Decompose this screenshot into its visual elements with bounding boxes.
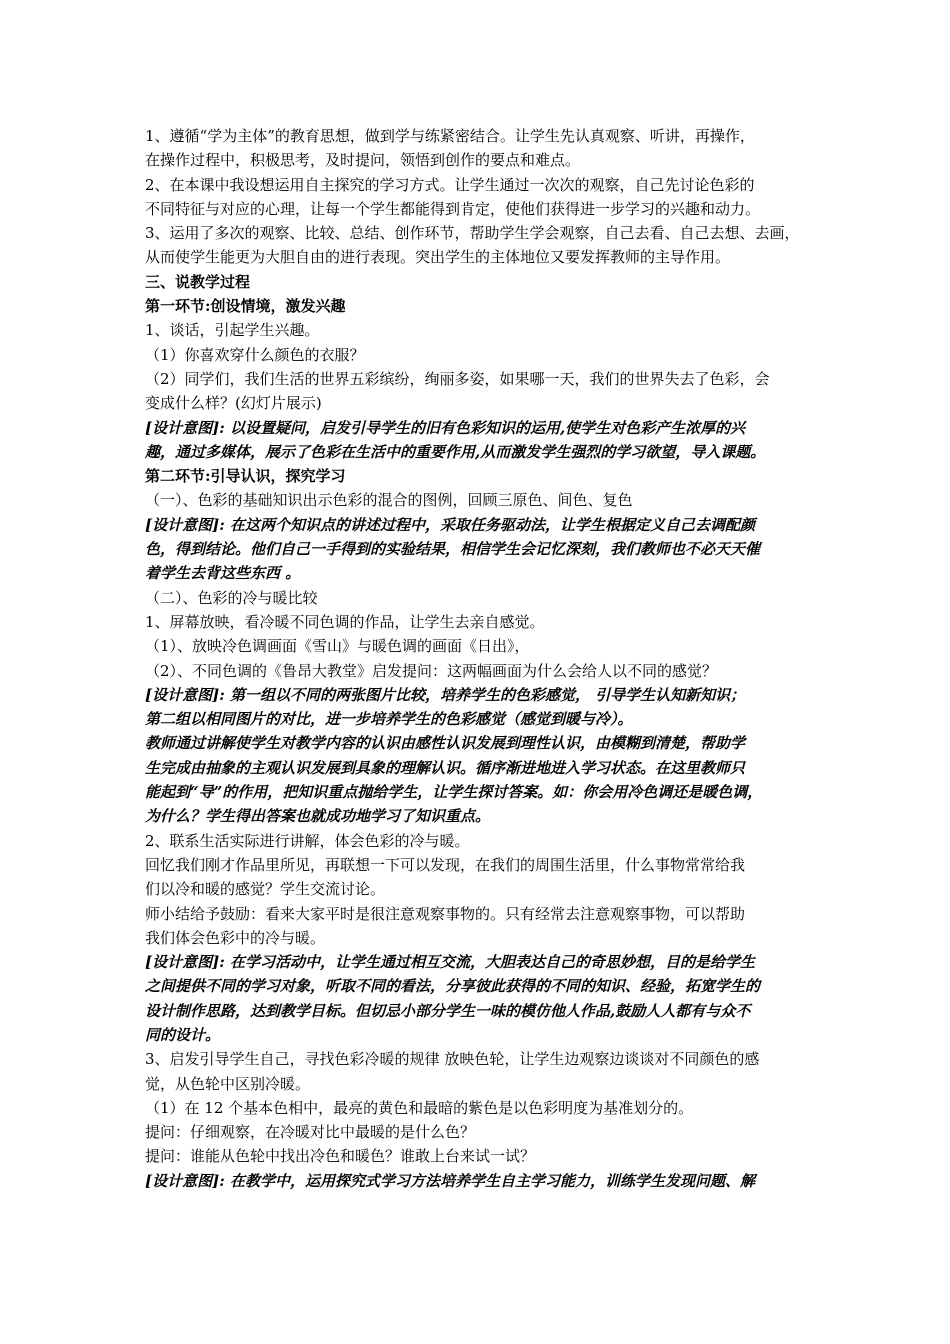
line-text: : 在学习活动中，让学生通过相互交流，大胆表达自己的奇思妙想，目的是给学生: [219, 953, 755, 972]
line-text: 觉，从色轮中区别冷暖。: [145, 1074, 311, 1093]
text-line: [145, 294, 825, 318]
text-line: [145, 1072, 825, 1096]
line-text: 在操作过程中，积极思考，及时提问，领悟到创作的要点和难点。: [145, 151, 581, 170]
line-text: （1）你喜欢穿什么颜色的衣服？: [145, 345, 365, 364]
text-line: [145, 610, 825, 634]
line-text: 2、联系生活实际进行讲解，体会色彩的冷与暖。: [145, 831, 470, 850]
line-text: 能起到“导”的作用，把知识重点抛给学生，让学生探讨答案。如：你会用冷色调还是暖色调，: [145, 783, 763, 802]
line-text: 三、说教学过程: [145, 272, 251, 291]
text-line: [145, 318, 825, 342]
line-text: 们以冷和暖的感觉？学生交流讨论。: [145, 880, 386, 899]
text-line: [145, 1169, 825, 1193]
text-line: [145, 804, 825, 828]
line-text: 3、启发引导学生自己，寻找色彩冷暖的规律 放映色轮，让学生边观察边谈谈对不同颜色的感: [145, 1050, 760, 1069]
text-line: [145, 1023, 825, 1047]
line-text: 第一组以不同的两张图片比较，培养学生的色彩感觉， 引导学生认知新知识；: [224, 685, 746, 704]
text-line: [145, 416, 825, 440]
text-line: [145, 756, 825, 780]
text-line: [145, 440, 825, 464]
text-line: [145, 148, 825, 172]
line-text: （2）、不同色调的《鲁昂大教堂》启发提问：这两幅画面为什么会给人以不同的感觉？: [145, 661, 718, 680]
line-text: 回忆我们刚才作品里所见，再联想一下可以发现，在我们的周围生活里，什么事物常常给我: [145, 855, 746, 874]
text-line: [145, 343, 825, 367]
text-line: [145, 926, 825, 950]
design-intent-label: [设计意图]: [145, 1171, 220, 1190]
line-text: 变成什么样？(幻灯片展示): [145, 394, 322, 413]
document-page: [145, 124, 825, 1193]
design-intent-label: [设计意图]: [145, 515, 220, 534]
text-line: [145, 1120, 825, 1144]
text-line: [145, 974, 825, 998]
text-line: [145, 270, 825, 294]
line-text: 设计制作思路，达到教学目标。但切忌小部分学生一味的模仿他人作品,鼓励人人都有与众不: [145, 1001, 751, 1020]
line-text: 从而使学生能更为大胆自由的进行表现。突出学生的主体地位又要发挥教师的主导作用。: [145, 248, 731, 267]
text-line: [145, 634, 825, 658]
line-text: 提问：仔细观察，在冷暖对比中最暖的是什么色？: [145, 1123, 476, 1142]
text-line: [145, 1096, 825, 1120]
text-line: [145, 1047, 825, 1071]
text-line: [145, 683, 825, 707]
line-text: 第二环节:引导认识，探究学习: [145, 467, 346, 486]
line-text: （1）、放映冷色调画面《雪山》与暖色调的画面《日出》，: [145, 637, 530, 656]
line-text: 第一环节:创设情境，激发兴趣: [145, 297, 346, 316]
text-line: [145, 1144, 825, 1168]
line-text: 第二组以相同图片的对比，进一步培养学生的色彩感觉（感觉到暖与冷）。: [145, 710, 633, 729]
text-line: [145, 561, 825, 585]
line-text: 不同特征与对应的心理，让每一个学生都能得到肯定，使他们获得进一步学习的兴趣和动力。: [145, 199, 761, 218]
text-line: [145, 829, 825, 853]
design-intent-label: [设计意图]:: [145, 685, 225, 704]
text-line: [145, 173, 825, 197]
text-line: [145, 780, 825, 804]
line-text: : 在这两个知识点的讲述过程中，采取任务驱动法，让学生根据定义自己去调配颜: [219, 515, 755, 534]
text-line: [145, 197, 825, 221]
text-line: [145, 586, 825, 610]
line-text: 色，得到结论。他们自己一手得到的实验结果，相信学生会记忆深刻，我们教师也不必天天催: [145, 540, 761, 559]
text-line: [145, 707, 825, 731]
line-text: 1、谈话，引起学生兴趣。: [145, 321, 320, 340]
line-text: 教师通过讲解使学生对教学内容的认识由感性认识发展到理性认识，由模糊到清楚，帮助学: [145, 734, 746, 753]
line-text: 3、运用了多次的观察、比较、总结、创作环节，帮助学生学会观察，自己去看、自己去想、去画，: [145, 224, 800, 243]
text-line: [145, 537, 825, 561]
line-text: 2、在本课中我设想运用自主探究的学习方式。让学生通过一次次的观察，自己先讨论色彩的: [145, 175, 755, 194]
text-line: [145, 950, 825, 974]
design-intent-label: [设计意图]: [145, 953, 220, 972]
text-line: [145, 877, 825, 901]
line-text: 提问：谁能从色轮中找出冷色和暖色？谁敢上台来试一试？: [145, 1147, 536, 1166]
text-line: [145, 659, 825, 683]
text-line: [145, 488, 825, 512]
line-text: （1）在 12 个基本色相中，最亮的黄色和最暗的紫色是以色彩明度为基准划分的。: [145, 1098, 694, 1117]
line-text: （2）同学们，我们生活的世界五彩缤纷，绚丽多姿，如果哪一天，我们的世界失去了色彩，会: [145, 369, 770, 388]
line-text: 我们体会色彩中的冷与暖。: [145, 928, 326, 947]
line-text: 之间提供不同的学习对象，听取不同的看法，分享彼此获得的不同的知识、经验，拓宽学生的: [145, 977, 761, 996]
line-text: 1、遵循“学为主体”的教育思想，做到学与练紧密结合。让学生先认真观察、听讲，再操作，: [145, 127, 755, 145]
line-text: 着学生去背这些东西 。: [145, 564, 301, 583]
line-text: 1、屏幕放映，看冷暖不同色调的作品，让学生去亲自感觉。: [145, 612, 545, 631]
text-line: [145, 124, 825, 148]
line-text: 师小结给予鼓励：看来大家平时是很注意观察事物的。只有经常去注意观察事物，可以帮助: [145, 904, 746, 923]
line-text: （一）、色彩的基础知识出示色彩的混合的图例，回顾三原色、间色、复色: [145, 491, 633, 510]
text-line: [145, 391, 825, 415]
text-line: [145, 245, 825, 269]
line-text: 以设置疑问，启发引导学生的旧有色彩知识的运用,使学生对色彩产生浓厚的兴: [224, 418, 746, 437]
line-text: 生完成由抽象的主观认识发展到具象的理解认识。循序渐进地进入学习状态。在这里教师只: [145, 758, 746, 777]
line-text: 同的设计。: [145, 1025, 221, 1044]
text-line: [145, 464, 825, 488]
line-text: 为什么？学生得出答案也就成功地学习了知识重点。: [145, 807, 491, 826]
text-line: [145, 853, 825, 877]
text-line: [145, 731, 825, 755]
line-text: （二）、色彩的冷与暖比较: [145, 588, 318, 607]
line-text: 趣，通过多媒体，展示了色彩在生活中的重要作用,从而激发学生强烈的学习欲望，导入课题。: [145, 442, 766, 461]
text-line: [145, 367, 825, 391]
text-line: [145, 221, 825, 245]
text-line: [145, 902, 825, 926]
design-intent-label: [设计意图]:: [145, 418, 225, 437]
line-text: : 在教学中，运用探究式学习方法培养学生自主学习能力，训练学生发现问题、解: [219, 1171, 755, 1190]
text-line: [145, 999, 825, 1023]
text-line: [145, 513, 825, 537]
